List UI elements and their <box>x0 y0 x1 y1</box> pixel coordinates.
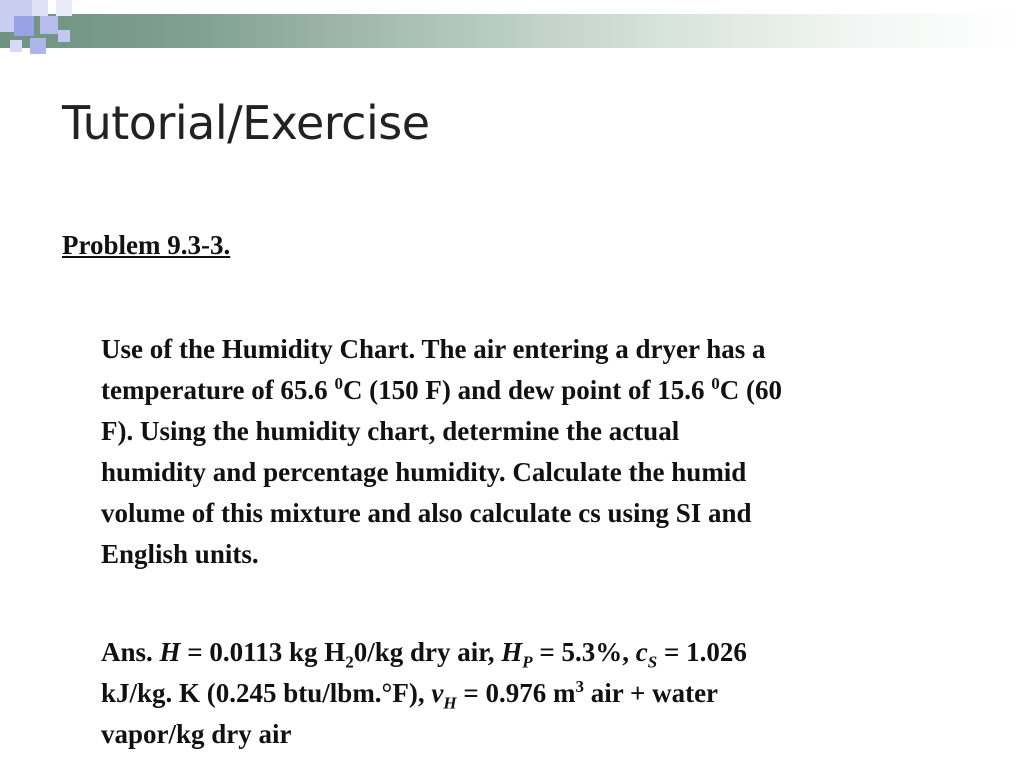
problem-line: volume of this mixture and also calculate cs using SI and <box>101 498 752 528</box>
header-band <box>0 14 1024 48</box>
humid-volume-unit-cont: vapor/kg dry air <box>101 719 292 749</box>
degree-superscript: 0 <box>711 374 720 393</box>
percentage-humidity-value: = 5.3% <box>532 637 623 667</box>
decor-square <box>30 38 46 54</box>
decor-square <box>32 0 48 16</box>
humid-heat-unit: kJ/kg. K (0.245 btu/lbm.°F), <box>101 678 432 708</box>
decor-square <box>10 40 22 52</box>
separator: , <box>622 637 636 667</box>
problem-line: C (60 <box>719 375 782 405</box>
humidity-unit: 0/kg dry air, <box>353 637 502 667</box>
decor-square <box>56 0 72 16</box>
decor-square <box>58 30 70 42</box>
humid-volume-subscript: H <box>443 693 457 713</box>
cubic-superscript: 3 <box>575 677 584 696</box>
humidity-symbol: H <box>159 637 181 667</box>
answer-label: Ans. <box>101 637 160 667</box>
percentage-humidity-symbol: H <box>501 637 523 667</box>
degree-superscript: 0 <box>334 374 343 393</box>
humidity-value: = 0.0113 kg H <box>180 637 346 667</box>
water-subscript: 2 <box>345 652 354 672</box>
problem-statement <box>101 329 981 575</box>
problem-line: temperature of 65.6 <box>101 375 335 405</box>
problem-line: Use of the Humidity Chart. The air entering a dryer has a <box>101 334 766 364</box>
decor-square <box>14 16 34 36</box>
humid-volume-unit: air + water <box>583 678 719 708</box>
humid-volume-value: = 0.976 m <box>456 678 576 708</box>
problem-line: F). Using the humidity chart, determine the actual <box>101 416 680 446</box>
humid-heat-symbol: c <box>635 637 648 667</box>
problem-heading: Problem 9.3-3. <box>62 230 231 260</box>
humid-heat-value: = 1.026 <box>657 637 747 667</box>
problem-line: humidity and percentage humidity. Calculate the humid <box>101 457 747 487</box>
problem-line: C (150 F) and dew point of 15.6 <box>342 375 712 405</box>
answer-statement <box>101 632 981 755</box>
slide-title: Tutorial/Exercise <box>62 96 430 150</box>
humid-heat-subscript: S <box>647 652 658 672</box>
decor-square <box>40 16 58 34</box>
problem-line: English units. <box>101 539 259 569</box>
corner-decoration <box>0 0 80 64</box>
percentage-humidity-subscript: P <box>522 652 533 672</box>
humid-volume-symbol: v <box>431 678 444 708</box>
